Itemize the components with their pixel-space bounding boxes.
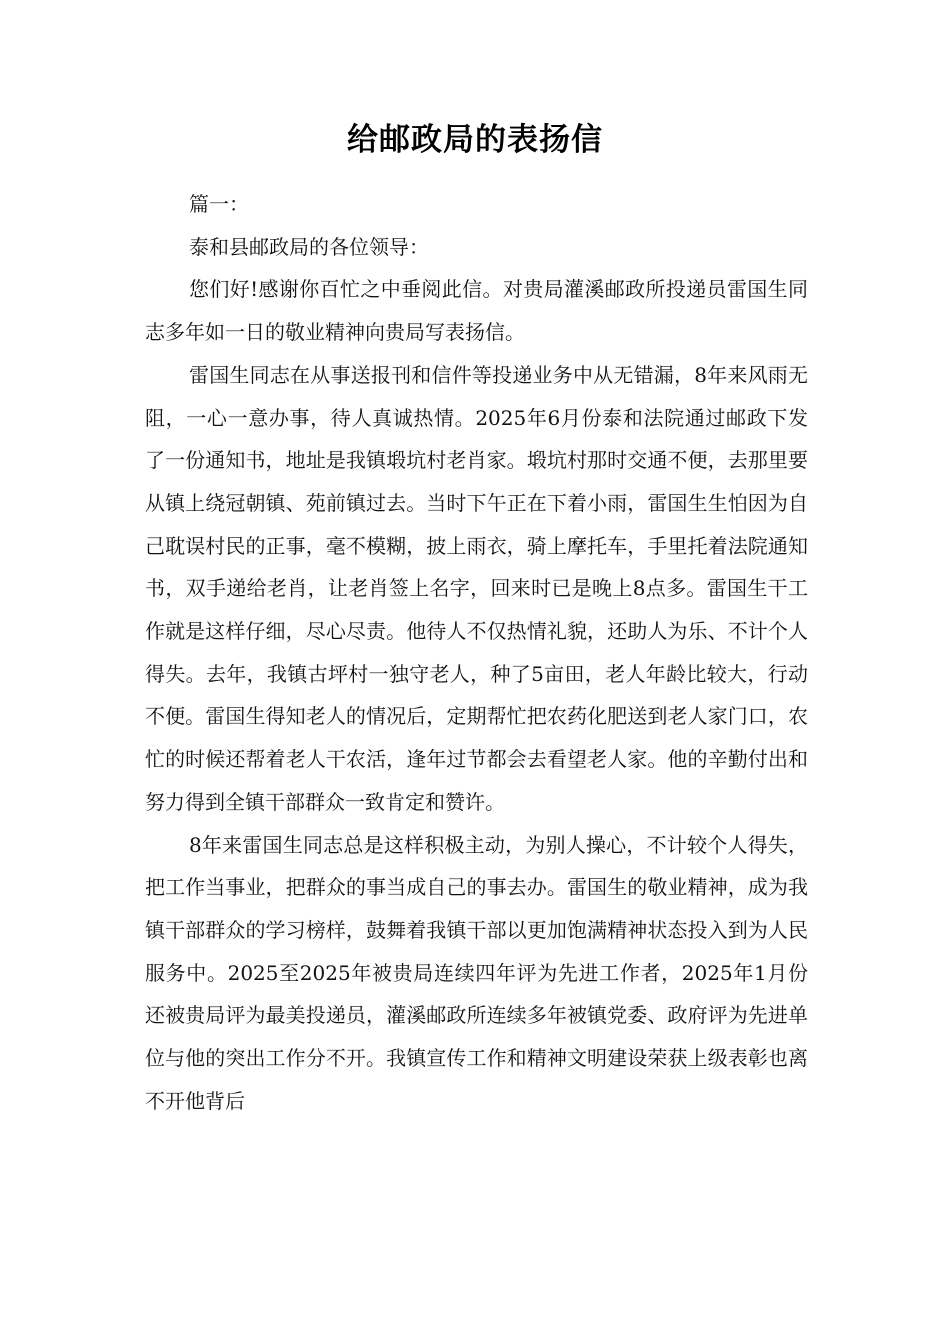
document-title: 给邮政局的表扬信 xyxy=(347,122,603,158)
body-paragraph: 8年来雷国生同志总是这样积极主动，为别人操心，不计较个人得失，把工作当事业，把群众的事当成自己的事去办。雷国生的敬业精神，成为我镇干部群众的学习榜样，鼓舞着我镇干部以更加饱满精神状态投入到为人民服务中。2025至2025年被贵局连续四年评为先进工作者，2025年1月份还被贵局评为最美投递员，灌溪邮政所连续多年被镇党委、政府评为先进单位与他的突出工作分不开。我镇宣传工作和精神文明建设荣获上级表彰也离不开他背后 xyxy=(145,832,808,1113)
salutation: 泰和县邮政局的各位领导： xyxy=(189,234,429,259)
body-paragraph: 您们好!感谢你百忙之中垂阅此信。对贵局灌溪邮政所投递员雷国生同志多年如一日的敬业精神向贵局写表扬信。 xyxy=(145,277,808,345)
document-body xyxy=(145,183,808,1122)
body-paragraph: 雷国生同志在从事送报刊和信件等投递业务中从无错漏，8年来风雨无阻，一心一意办事，待人真诚热情。2025年6月份泰和法院通过邮政下发了一份通知书，地址是我镇塅坑村老肖家。塅坑村那时交通不便，去那里要从镇上绕冠朝镇、苑前镇过去。当时下午正在下着小雨，雷国生生怕因为自己耽误村民的正事，毫不模糊，披上雨衣，骑上摩托车，手里托着法院通知书，双手递给老肖，让老肖签上名字，回来时已是晚上8点多。雷国生干工作就是这样仔细，尽心尽责。他待人不仅热情礼貌，还助人为乐、不计个人得失。去年，我镇古坪村一独守老人，种了5亩田，老人年龄比较大，行动不便。雷国生得知老人的情况后，定期帮忙把农药化肥送到老人家门口，农忙的时候还帮着老人干农活，逢年过节都会去看望老人家。他的辛勤付出和努力得到全镇干部群众一致肯定和赞许。 xyxy=(145,362,808,814)
section-label: 篇一： xyxy=(189,192,249,216)
